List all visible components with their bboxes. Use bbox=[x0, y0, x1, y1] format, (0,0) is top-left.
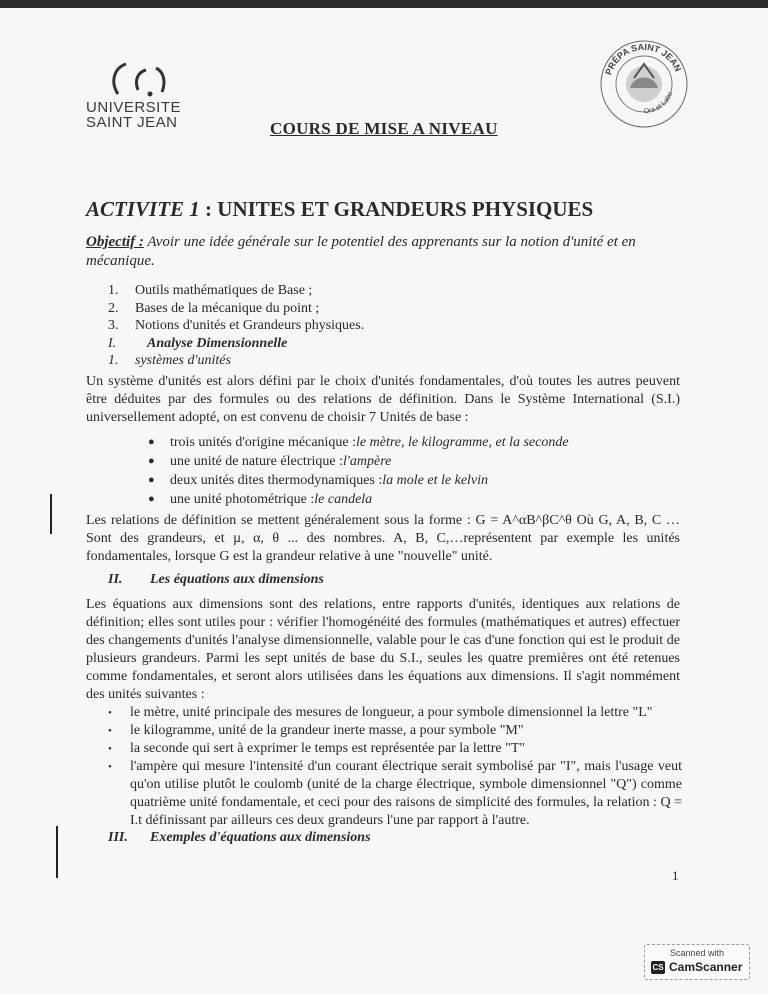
list-text: deux unités dites thermodynamiques : bbox=[170, 473, 383, 488]
activity-heading bbox=[86, 197, 593, 222]
list-text: trois unités d'origine mécanique : bbox=[170, 435, 357, 450]
dimension-units-list bbox=[108, 704, 682, 830]
list-item bbox=[108, 335, 364, 353]
list-emphasis: le candela bbox=[314, 492, 373, 507]
paragraph-dimensions: Les équations aux dimensions sont des relations, entre rapports d'unités, identiques aux relations de définition; elles sont utiles pour : vérifier l'homogénéité des formules (mathématiques et autres) effectuer des changements d'unités l'analyse dimensionnelle, valable pour le cas d'une fonction qui est le produit de plusieurs grandeurs. Parmi les sept unités de base du S.I., seules les quatre premières ont été retenues comme fondamentales, et seront alors utilisées dans les équations aux dimensions. Il s'agit nommément des unités suivantes : bbox=[86, 597, 680, 702]
margin-mark bbox=[56, 826, 58, 878]
scanner-caption: Scanned with bbox=[669, 948, 725, 958]
list-text: Bases de la mécanique du point ; bbox=[135, 300, 320, 316]
bullet-icon: • bbox=[108, 707, 112, 719]
list-text: la seconde qui sert à exprimer le temps est représentée par la lettre "T" bbox=[130, 741, 526, 756]
list-text: le mètre, unité principale des mesures de longueur, a pour symbole dimensionnel la lettre "L" bbox=[130, 705, 653, 720]
list-text: systèmes d'unités bbox=[135, 353, 231, 368]
list-item bbox=[148, 471, 569, 490]
list-text: Outils mathématiques de Base ; bbox=[135, 283, 313, 298]
list-item bbox=[108, 704, 682, 722]
objective bbox=[86, 233, 686, 271]
section-heading-3 bbox=[108, 830, 371, 846]
section-title: Les équations aux dimensions bbox=[150, 572, 324, 587]
camscanner-logo-icon: CS bbox=[652, 963, 664, 972]
objective-text: Avoir une idée générale sur le potentiel des apprenants sur la notion d'unité et en mécanique. bbox=[86, 234, 636, 269]
list-number: 1. bbox=[108, 283, 119, 298]
page-edge bbox=[0, 0, 768, 8]
list-item bbox=[108, 740, 682, 758]
list-text: le kilogramme, unité de la grandeur inerte masse, a pour symbole "M" bbox=[130, 723, 524, 738]
scanner-name: CamScanner bbox=[669, 960, 743, 974]
list-item bbox=[108, 300, 364, 318]
outline-list bbox=[108, 282, 364, 370]
university-name bbox=[86, 100, 181, 130]
university-line2: SAINT JEAN bbox=[86, 114, 178, 131]
list-item bbox=[148, 452, 569, 471]
bullet-icon: • bbox=[108, 761, 112, 773]
list-item bbox=[148, 433, 569, 452]
list-emphasis: la mole et le kelvin bbox=[382, 473, 489, 488]
bullet-icon: ● bbox=[148, 474, 155, 486]
university-line1: UNIVERSITE bbox=[86, 99, 182, 116]
list-number: 3. bbox=[108, 318, 119, 333]
list-text: Notions d'unités et Grandeurs physiques. bbox=[135, 318, 365, 333]
list-text: Analyse Dimensionnelle bbox=[147, 335, 288, 351]
list-emphasis: le mètre, le kilogramme, et la seconde bbox=[356, 435, 569, 450]
section-heading-2 bbox=[108, 572, 324, 588]
list-text: l'ampère qui mesure l'intensité d'un courant électrique serait symbolisé par "I", mais l'usage veut qu'on utilise plutôt le coulomb (unité de la charge électrique, symbole dimensionnel "Q") comme quatrième unité fondamentale, et ceci pour des raisons de simplicité des formules, la relation : Q = I.t définissant par ailleurs ces deux grandeurs l'une par rapport à l'autre. bbox=[130, 759, 682, 828]
seal-text-bottom: Ora et Labo bbox=[643, 91, 675, 116]
paragraph-units-system: Un système d'unités est alors défini par le choix d'unités fondamentales, d'où toutes les autres peuvent être déduites par des formules ou des relations de définition. Dans le Système International (S.I.) universellement adopté, on est convenu de choisir 7 Unités de base : bbox=[86, 374, 680, 425]
base-units-list bbox=[148, 433, 569, 509]
bullet-icon: • bbox=[108, 725, 112, 737]
objective-label: Objectif : bbox=[86, 234, 144, 250]
list-item bbox=[148, 490, 569, 509]
list-text: une unité photométrique : bbox=[170, 492, 315, 507]
list-number: I. bbox=[108, 335, 117, 351]
list-item bbox=[108, 758, 682, 830]
page-number: 1 bbox=[672, 868, 679, 883]
list-item bbox=[108, 317, 364, 335]
camscanner-badge bbox=[644, 944, 750, 980]
section-title: Exemples d'équations aux dimensions bbox=[150, 830, 371, 845]
seal-text-top: PRÉPA SAINT JEAN bbox=[603, 41, 684, 77]
list-item bbox=[108, 722, 682, 740]
paragraph-relations: Les relations de définition se mettent généralement sous la forme : G = A^αB^βC^θ Où G, A, B, C … Sont des grandeurs, et µ, α, θ ... des nombres. A, B, C,…représentent par exemple les unités fondamentales, lorsque G est la grandeur relative à une "nouvelle" unité. bbox=[86, 513, 680, 564]
list-text: une unité de nature électrique : bbox=[170, 454, 343, 469]
margin-mark bbox=[50, 494, 52, 534]
section-number: II. bbox=[108, 572, 123, 587]
activity-label: ACTIVITE 1 bbox=[86, 197, 200, 221]
activity-title: : UNITES ET GRANDEURS PHYSIQUES bbox=[199, 197, 594, 221]
course-title: COURS DE MISE A NIVEAU bbox=[270, 119, 498, 138]
list-number: 1. bbox=[108, 353, 119, 368]
bullet-icon: ● bbox=[148, 493, 155, 505]
list-number: 2. bbox=[108, 300, 119, 316]
prepa-seal-icon bbox=[598, 38, 690, 130]
bullet-icon: ● bbox=[148, 455, 155, 467]
section-number: III. bbox=[108, 830, 128, 845]
bullet-icon: ● bbox=[148, 436, 155, 448]
list-item bbox=[108, 352, 364, 370]
bullet-icon: • bbox=[108, 743, 112, 755]
list-emphasis: l'ampère bbox=[342, 454, 392, 469]
list-item bbox=[108, 282, 364, 300]
